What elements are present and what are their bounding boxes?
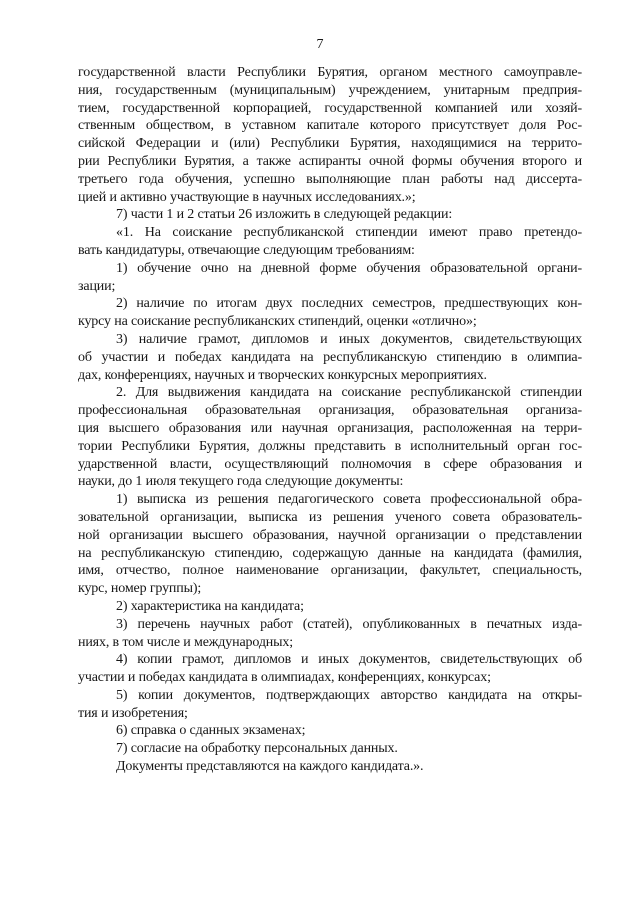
text-line: 3) наличие грамот, дипломов и иных документов, свидетельствующих [116,331,582,347]
text-line: тия и изобретения; [78,705,188,721]
page-number: 7 [316,37,324,52]
text-line: курсу на соискание республиканских стипендий, оценки «отлично»; [78,314,477,330]
document-body [78,64,582,776]
text-line: ниях, в том числе и международных; [78,634,293,650]
text-line: 6) справка о сданных экзаменах; [116,723,306,739]
text-line: науки, до 1 июля текущего года следующие документы: [78,474,404,490]
text-line: зации; [78,278,116,294]
text-line: участии и победах кандидата в олимпиадах, конференциях, конкурсах; [78,670,491,686]
text-line: 2) характеристика на кандидата; [116,598,304,614]
text-line: вать кандидатуры, отвечающие следующим требованиям: [78,242,415,258]
text-line: 4) копии грамот, дипломов и иных документов, свидетельствующих об [116,652,582,668]
text-line: тием, государственной корпорацией, государственной компанией или хозяй- [78,100,582,116]
text-line: 2. Для выдвижения кандидата на соискание республиканской стипендии [116,385,582,401]
text-line: третьего года обучения, успешно выполняющие план работы над диссерта- [78,171,582,187]
text-line: 3) перечень научных работ (статей), опубликованных в печатных изда- [116,616,582,632]
text-line: профессиональная образовательная организация, образовательная организа- [78,403,582,419]
text-line: сийской Федерации и (или) Республики Бурятия, находящимися на террито- [78,136,582,152]
text-line: об участии и победах кандидата на республиканскую стипендию в олимпиа- [78,349,582,365]
text-line: имя, отчество, полное наименование организации, факультет, специальность, [78,563,582,579]
text-line: дах, конференциях, научных и творческих конкурсных мероприятиях. [78,367,487,383]
text-line: 7) согласие на обработку персональных данных. [116,741,398,757]
text-line: Документы представляются на каждого кандидата.». [116,759,424,775]
text-line: рии Республики Бурятия, а также аспиранты очной формы обучения второго и [78,153,582,169]
text-line: ударственной власти, осуществляющий полномочия в сфере образования и [78,456,582,472]
text-line: 5) копии документов, подтверждающих авторство кандидата на откры- [116,687,582,703]
text-line: 7) части 1 и 2 статьи 26 изложить в следующей редакции: [116,207,453,223]
text-line: государственной власти Республики Бурятия, органом местного самоуправле- [78,65,582,80]
text-line: зовательной организации, выписка из решения ученого совета образователь- [78,509,582,525]
text-line: «1. На соискание республиканской стипендии имеют право претендо- [116,225,582,241]
text-line: тории Республики Бурятия, должны представить в исполнительный орган гос- [78,438,582,454]
text-line: 2) наличие по итогам двух последних семестров, предшествующих кон- [116,296,582,312]
text-line: курс, номер группы); [78,581,202,597]
text-line: цией и активно участвующие в научных исследованиях.»; [78,189,416,205]
text-line: ной организации высшего образования, научной организации о представлении [78,527,582,543]
text-line: ственным обществом, в уставном капитале которого присутствует доля Рос- [78,118,582,134]
text-line: ния, государственным (муниципальным) учреждением, унитарным предприя- [78,82,582,98]
text-line: ция высшего образования или научная организация, расположенная на терри- [78,420,582,436]
text-line: на республиканскую стипендию, содержащую данные на кандидата (фамилия, [78,545,582,561]
text-line: 1) выписка из решения педагогического совета профессиональной обра- [116,492,582,508]
text-line: 1) обучение очно на дневной форме обучения образовательной органи- [116,260,582,276]
